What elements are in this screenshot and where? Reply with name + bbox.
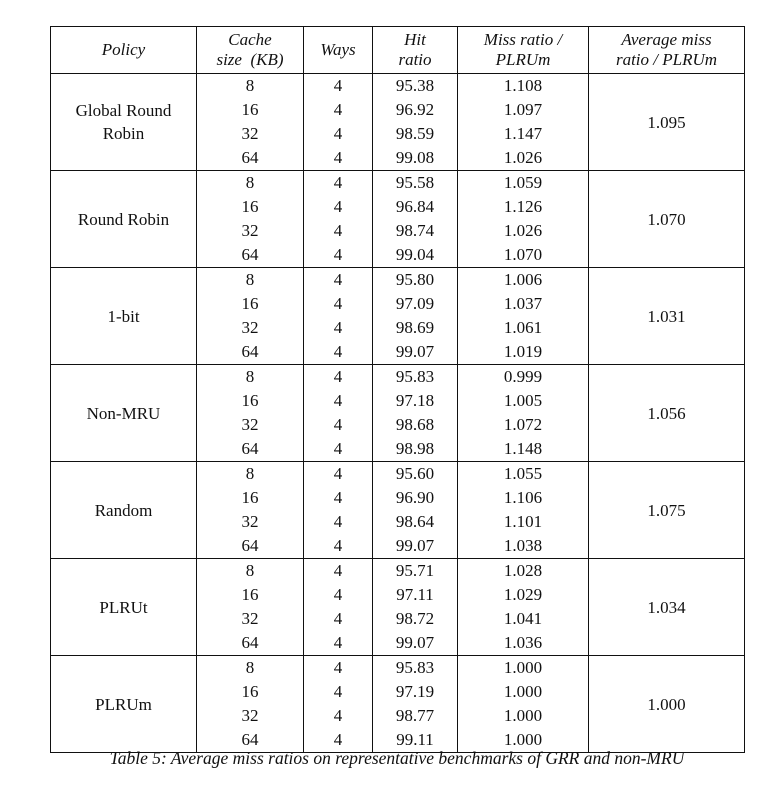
hit-ratio-value: 95.60: [395, 464, 435, 483]
average-miss-ratio-cell: 1.000: [589, 656, 745, 753]
miss-ratio-value: 1.000: [503, 730, 543, 749]
miss-ratio-value: 1.038: [503, 536, 543, 555]
cache-size-value: 16: [241, 391, 259, 410]
table-caption: Table 5: Average miss ratios on representative benchmarks of GRR and non-MRU: [109, 748, 685, 768]
policy-name-line2: Robin: [102, 124, 145, 143]
hit-ratio-value: 95.80: [395, 270, 435, 289]
average-miss-ratio-cell: 1.034: [589, 559, 745, 656]
cache-size-value: 64: [241, 342, 259, 361]
miss-ratio-cell: [458, 268, 589, 365]
cache-size-cell: [197, 74, 304, 171]
ways-value: 4: [333, 658, 343, 677]
ways-value: 4: [333, 536, 343, 555]
hit-ratio-cell: [373, 74, 458, 171]
cache-size-cell: [197, 171, 304, 268]
miss-ratio-value: 1.072: [503, 415, 543, 434]
policy-cell: [51, 268, 197, 365]
miss-ratio-value: 1.059: [503, 173, 543, 192]
ways-value: 4: [333, 367, 343, 386]
cache-size-value: 8: [245, 658, 255, 677]
policy-name: Round Robin: [77, 209, 170, 229]
cache-size-value: 16: [241, 100, 259, 119]
hit-ratio-value: 95.71: [395, 561, 435, 580]
miss-ratio-value: 1.005: [503, 391, 543, 410]
hit-ratio-value: 98.59: [395, 124, 435, 143]
ways-value: 4: [333, 585, 343, 604]
cache-size-value: 16: [241, 682, 259, 701]
miss-ratio-value: 1.070: [503, 245, 543, 264]
hit-ratio-value: 99.08: [395, 148, 435, 167]
cache-size-value: 64: [241, 730, 259, 749]
policy-name: PLRUm: [95, 694, 152, 714]
cache-size-value: 32: [241, 124, 259, 143]
hit-ratio-cell: [373, 365, 458, 462]
miss-ratio-value: 1.126: [503, 197, 543, 216]
cache-size-value: 8: [245, 270, 255, 289]
policy-group-row: [51, 656, 745, 753]
ways-value: 4: [333, 488, 343, 507]
cache-size-cell: [197, 559, 304, 656]
cache-size-value: 8: [245, 367, 255, 386]
miss-ratio-value: 1.037: [503, 294, 543, 313]
hit-ratio-value: 98.74: [395, 221, 435, 240]
cache-size-value: 8: [245, 464, 255, 483]
miss-ratio-value: 1.061: [503, 318, 543, 337]
miss-ratio-value: 1.026: [503, 221, 543, 240]
hit-ratio-value: 99.07: [395, 536, 435, 555]
ways-cell: [304, 656, 373, 753]
miss-ratio-value: 1.026: [503, 148, 543, 167]
policy-name: PLRUt: [99, 597, 148, 617]
hit-ratio-value: 98.68: [395, 415, 435, 434]
miss-ratio-cell: [458, 462, 589, 559]
miss-ratio-value: 1.106: [503, 488, 543, 507]
policy-group-row: [51, 365, 745, 462]
ways-value: 4: [333, 100, 343, 119]
hit-ratio-cell: [373, 462, 458, 559]
hit-ratio-value: 95.83: [395, 367, 435, 386]
policy-cell: [51, 656, 197, 753]
hit-ratio-cell: [373, 171, 458, 268]
ways-value: 4: [333, 706, 343, 725]
cache-size-value: 32: [241, 415, 259, 434]
policy-cell: [51, 74, 197, 171]
ways-value: 4: [333, 221, 343, 240]
policy-group-row: [51, 74, 745, 171]
cache-size-value: 64: [241, 245, 259, 264]
hit-ratio-value: 98.64: [395, 512, 435, 531]
ways-value: 4: [333, 415, 343, 434]
ways-value: 4: [333, 391, 343, 410]
cache-size-cell: [197, 656, 304, 753]
ways-value: 4: [333, 439, 343, 458]
miss-ratio-value: 1.147: [503, 124, 543, 143]
cache-size-value: 64: [241, 148, 259, 167]
policy-name: Non-MRU: [86, 403, 161, 423]
hit-ratio-value: 96.84: [395, 197, 435, 216]
ways-cell: [304, 559, 373, 656]
cache-size-cell: [197, 268, 304, 365]
hit-ratio-cell: [373, 559, 458, 656]
cache-size-cell: [197, 462, 304, 559]
hit-ratio-value: 98.77: [395, 706, 435, 725]
ways-value: 4: [333, 561, 343, 580]
cache-size-cell: [197, 365, 304, 462]
cache-size-value: 64: [241, 536, 259, 555]
cache-size-value: 32: [241, 609, 259, 628]
cache-size-value: 32: [241, 318, 259, 337]
header-cache-size: Cache size (KB): [197, 27, 304, 74]
average-miss-ratio-cell: 1.070: [589, 171, 745, 268]
ways-value: 4: [333, 682, 343, 701]
ways-cell: [304, 171, 373, 268]
miss-ratio-value: 1.097: [503, 100, 543, 119]
miss-ratio-value: 1.000: [503, 658, 543, 677]
hit-ratio-value: 96.90: [395, 488, 435, 507]
cache-size-value: 8: [245, 561, 255, 580]
ways-cell: [304, 268, 373, 365]
average-miss-ratio-cell: 1.075: [589, 462, 745, 559]
policy-cell: [51, 171, 197, 268]
miss-ratio-cell: [458, 171, 589, 268]
ways-value: 4: [333, 512, 343, 531]
miss-ratio-value: 1.006: [503, 270, 543, 289]
ways-value: 4: [333, 245, 343, 264]
policy-cell: [51, 559, 197, 656]
cache-size-value: 64: [241, 439, 259, 458]
hit-ratio-value: 98.72: [395, 609, 435, 628]
miss-ratio-value: 1.029: [503, 585, 543, 604]
ways-cell: [304, 74, 373, 171]
ways-value: 4: [333, 464, 343, 483]
ways-value: 4: [333, 124, 343, 143]
hit-ratio-value: 99.11: [396, 730, 434, 749]
hit-ratio-cell: [373, 656, 458, 753]
miss-ratio-value: 1.028: [503, 561, 543, 580]
ways-value: 4: [333, 148, 343, 167]
policy-name: Random: [94, 500, 153, 520]
cache-size-value: 32: [241, 512, 259, 531]
ways-value: 4: [333, 318, 343, 337]
ways-value: 4: [333, 270, 343, 289]
hit-ratio-value: 99.07: [395, 342, 435, 361]
hit-ratio-value: 97.18: [395, 391, 435, 410]
miss-ratio-value: 1.000: [503, 682, 543, 701]
miss-ratio-value: 1.019: [503, 342, 543, 361]
header-miss-ratio: Miss ratio / PLRUm: [458, 27, 589, 74]
average-miss-ratio-cell: 1.095: [589, 74, 745, 171]
policy-cell: [51, 365, 197, 462]
cache-size-value: 32: [241, 221, 259, 240]
policy-group-row: [51, 268, 745, 365]
header-ways: Ways: [304, 27, 373, 74]
ways-value: 4: [333, 730, 343, 749]
header-row: [51, 27, 745, 74]
miss-ratio-value: 1.041: [503, 609, 543, 628]
cache-size-value: 16: [241, 488, 259, 507]
hit-ratio-value: 98.98: [395, 439, 435, 458]
hit-ratio-value: 96.92: [395, 100, 435, 119]
policy-group-row: [51, 171, 745, 268]
average-miss-ratio-cell: 1.031: [589, 268, 745, 365]
ways-value: 4: [333, 633, 343, 652]
cache-size-value: 8: [245, 76, 255, 95]
miss-ratio-value: 1.055: [503, 464, 543, 483]
hit-ratio-value: 97.19: [395, 682, 435, 701]
hit-ratio-value: 97.09: [395, 294, 435, 313]
cache-size-value: 32: [241, 706, 259, 725]
miss-ratio-cell: [458, 656, 589, 753]
cache-size-value: 8: [245, 173, 255, 192]
hit-ratio-value: 97.11: [396, 585, 434, 604]
miss-ratio-value: 1.036: [503, 633, 543, 652]
miss-ratio-value: 0.999: [503, 367, 543, 386]
hit-ratio-value: 95.38: [395, 76, 435, 95]
miss-ratio-value: 1.108: [503, 76, 543, 95]
cache-size-value: 16: [241, 197, 259, 216]
cache-size-value: 16: [241, 585, 259, 604]
policy-name: Global Round: [75, 101, 172, 120]
ways-value: 4: [333, 173, 343, 192]
average-miss-ratio-cell: 1.056: [589, 365, 745, 462]
hit-ratio-value: 99.07: [395, 633, 435, 652]
hit-ratio-value: 99.04: [395, 245, 435, 264]
policy-name: 1-bit: [107, 306, 140, 326]
results-table: [50, 26, 745, 753]
ways-value: 4: [333, 76, 343, 95]
header-hit-ratio: Hit ratio: [373, 27, 458, 74]
miss-ratio-value: 1.148: [503, 439, 543, 458]
hit-ratio-value: 98.69: [395, 318, 435, 337]
policy-cell: [51, 462, 197, 559]
cache-size-value: 64: [241, 633, 259, 652]
hit-ratio-value: 95.58: [395, 173, 435, 192]
miss-ratio-value: 1.101: [503, 512, 543, 531]
ways-value: 4: [333, 197, 343, 216]
miss-ratio-cell: [458, 365, 589, 462]
cache-size-value: 16: [241, 294, 259, 313]
miss-ratio-cell: [458, 559, 589, 656]
miss-ratio-value: 1.000: [503, 706, 543, 725]
hit-ratio-value: 95.83: [395, 658, 435, 677]
header-policy: Policy: [51, 27, 197, 74]
miss-ratio-cell: [458, 74, 589, 171]
policy-group-row: [51, 559, 745, 656]
ways-value: 4: [333, 342, 343, 361]
ways-cell: [304, 462, 373, 559]
header-average-miss-ratio: Average miss ratio / PLRUm: [589, 27, 745, 74]
ways-value: 4: [333, 609, 343, 628]
ways-value: 4: [333, 294, 343, 313]
policy-group-row: [51, 462, 745, 559]
hit-ratio-cell: [373, 268, 458, 365]
ways-cell: [304, 365, 373, 462]
